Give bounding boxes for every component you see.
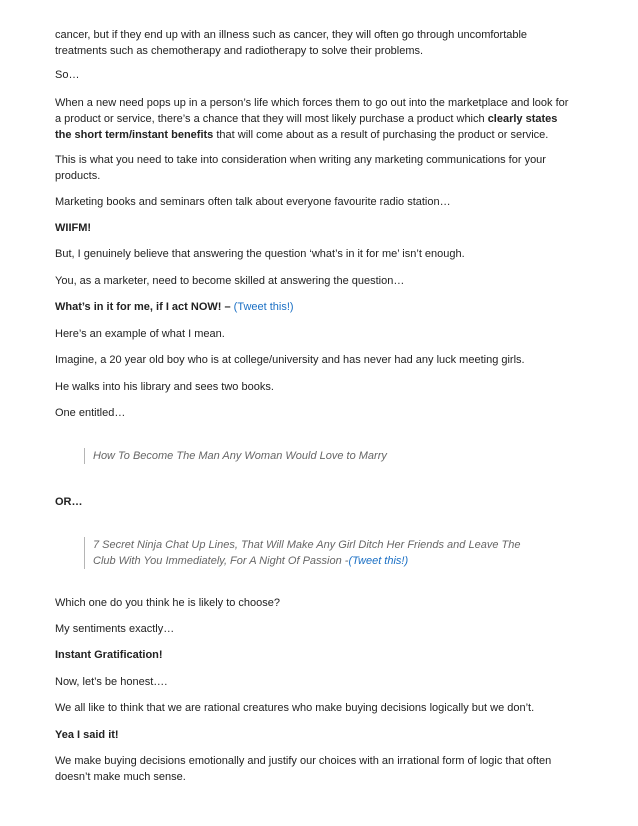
paragraph-consideration xyxy=(55,152,595,184)
text-span: that will come about as a result of purchasing the product or service. xyxy=(213,129,549,141)
paragraph-marketing-books: Marketing books and seminars often talk about everyone favourite radio station… xyxy=(55,196,451,208)
paragraph-wiifm xyxy=(55,220,595,236)
text-line: treatments such as chemotherapy and radiotherapy to solve their problems. xyxy=(55,45,424,57)
blockquote-book-title-1 xyxy=(84,448,573,464)
bold-text: clearly states xyxy=(487,113,558,125)
paragraph-sentiments: My sentiments exactly… xyxy=(55,623,175,635)
paragraph-imagine: Imagine, a 20 year old boy who is at college/university and has never had any luck meeting girls. xyxy=(55,354,525,366)
paragraph-yea-i-said-it xyxy=(55,727,595,743)
paragraph-buying-emotionally xyxy=(55,753,595,785)
tweet-this-link[interactable]: (Tweet this!) xyxy=(348,555,409,567)
paragraph-example: Here’s an example of what I mean. xyxy=(55,328,225,340)
paragraph-be-honest: Now, let’s be honest…. xyxy=(55,676,168,688)
text-span: a product or service, there’s a chance that they will most likely purchase a product which xyxy=(55,113,488,125)
text-line: When a new need pops up in a person’s life which forces them to go out into the marketplace and look for xyxy=(55,97,569,109)
paragraph-cancer-treatments xyxy=(55,27,595,59)
bold-text: Instant Gratification! xyxy=(55,649,163,661)
paragraph-instant-gratification xyxy=(55,647,595,663)
text-line xyxy=(55,127,595,143)
bold-text: Yea I said it! xyxy=(55,729,119,741)
bold-text: What’s in it for me, if I act NOW! – xyxy=(55,301,231,313)
paragraph-so: So… xyxy=(55,69,80,81)
bold-text: WIIFM! xyxy=(55,222,92,234)
paragraph-genuinely-believe: But, I genuinely believe that answering the question ‘what’s in it for me’ isn’t enough. xyxy=(55,248,465,260)
paragraph-new-need xyxy=(55,95,595,143)
quote-line xyxy=(93,553,573,569)
text-line: We make buying decisions emotionally and justify our choices with an irrational form of logic that often xyxy=(55,755,552,767)
quote-line: 7 Secret Ninja Chat Up Lines, That Will Make Any Girl Ditch Her Friends and Leave The xyxy=(93,539,521,551)
paragraph-one-entitled: One entitled… xyxy=(55,407,126,419)
bold-text: OR… xyxy=(55,496,83,508)
paragraph-or xyxy=(55,494,595,510)
paragraph-rational-creatures: We all like to think that we are rational creatures who make buying decisions logically but we don’t. xyxy=(55,702,535,714)
bold-text: the short term/instant benefits xyxy=(55,129,214,141)
text-span: Club With You Immediately, For A Night Of Passion - xyxy=(93,555,349,567)
paragraph-which-one: Which one do you think he is likely to choose? xyxy=(55,597,281,609)
paragraph-marketer-skilled: You, as a marketer, need to become skilled at answering the question… xyxy=(55,275,405,287)
text-line xyxy=(55,111,595,127)
text-line: cancer, but if they end up with an illness such as cancer, they will often go through uncomfortable xyxy=(55,29,528,41)
paragraph-whats-in-it xyxy=(55,299,595,315)
paragraph-library: He walks into his library and sees two books. xyxy=(55,381,274,393)
text-line: doesn’t make much sense. xyxy=(55,771,186,783)
text-line: This is what you need to take into consideration when writing any marketing communications for your xyxy=(55,154,546,166)
text-line: products. xyxy=(55,170,101,182)
quote-line: How To Become The Man Any Woman Would Love to Marry xyxy=(93,450,387,462)
blockquote-book-title-2 xyxy=(84,537,573,569)
tweet-this-link[interactable]: (Tweet this!) xyxy=(233,301,294,313)
